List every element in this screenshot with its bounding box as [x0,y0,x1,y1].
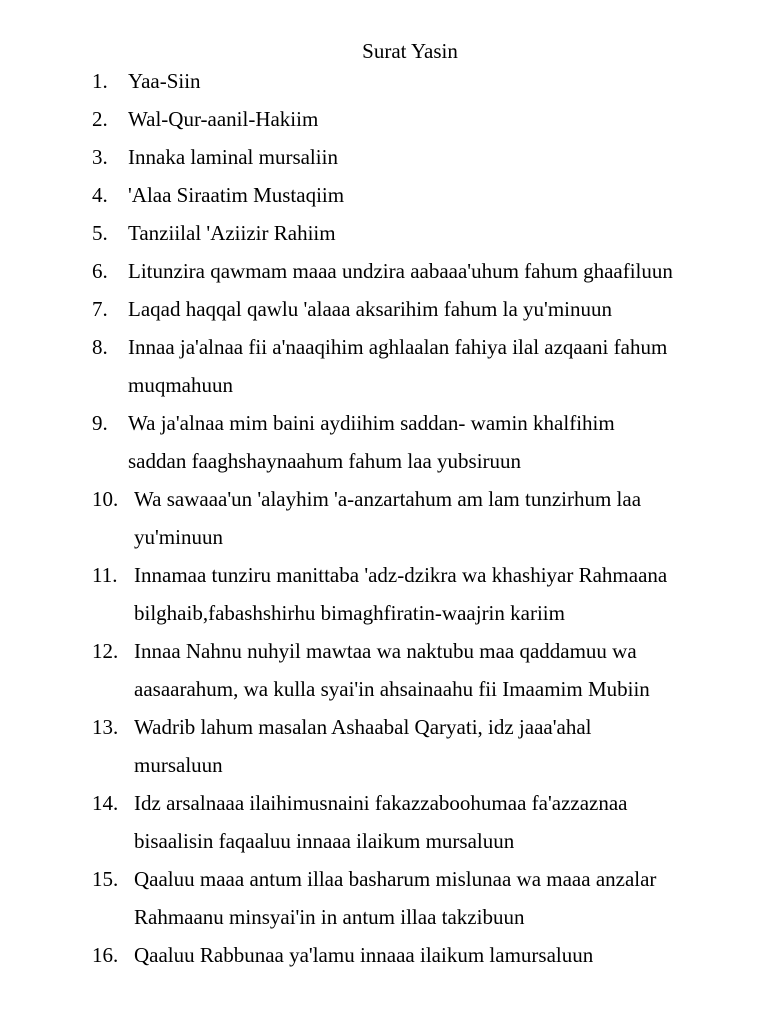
verse-number: 3. [92,145,108,169]
verse-number: 1. [92,69,108,93]
page-title: Surat Yasin [362,39,458,63]
verse-item [92,708,752,784]
verse-line: Tanziilal 'Aziizir Rahiim [128,221,336,245]
verse-line: muqmahuun [128,373,233,397]
verse-text [128,404,752,480]
verse-text [134,480,752,556]
verse-item [92,404,752,480]
verse-line: yu'minuun [134,525,223,549]
verse-number: 4. [92,183,108,207]
verse-item [92,784,752,860]
verse-line: Laqad haqqal qawlu 'alaaa aksarihim fahum la yu'minuun [128,297,612,321]
verse-line: Innamaa tunziru manittaba 'adz-dzikra wa khashiyar Rahmaana [134,563,668,587]
verse-number: 12. [92,639,119,663]
verse-number: 15. [92,867,119,891]
verse-line: Innaa ja'alnaa fii a'naaqihim aghlaalan fahiya ilal azqaani fahum [128,335,668,359]
verse-line: mursaluun [134,753,223,777]
verse-text [128,252,752,290]
verse-item [92,252,752,290]
verse-line: bilghaib,fabashshirhu bimaghfiratin-waajrin kariim [134,601,565,625]
verse-number: 2. [92,107,108,131]
verse-line: bisaalisin faqaaluu innaaa ilaikum mursaluun [134,829,515,853]
verse-line: Rahmaanu minsyai'in in antum illaa takzibuun [134,905,525,929]
verse-item [92,936,752,974]
verse-text [134,784,752,860]
verse-text [128,138,752,176]
verse-text [128,176,752,214]
verse-item [92,138,752,176]
verse-text [134,556,752,632]
verse-item [92,100,752,138]
verse-text [128,328,752,404]
verse-number: 11. [92,563,118,587]
verse-item [92,480,752,556]
verse-line: Litunzira qawmam maaa undzira aabaaa'uhum fahum ghaafiluun [128,259,673,283]
verse-item [92,176,752,214]
verse-line: 'Alaa Siraatim Mustaqiim [128,183,345,207]
verse-number: 5. [92,221,108,245]
verse-line: Qaaluu maaa antum illaa basharum mislunaa wa maaa anzalar [134,867,657,891]
verse-line: Yaa-Siin [128,69,201,93]
verse-number: 10. [92,487,119,511]
verse-item [92,328,752,404]
verse-number: 16. [92,943,119,967]
verse-text [134,708,752,784]
verse-line: Innaa Nahnu nuhyil mawtaa wa naktubu maa qaddamuu wa [134,639,637,663]
verse-number: 7. [92,297,108,321]
verse-number: 13. [92,715,119,739]
verse-line: aasaarahum, wa kulla syai'in ahsainaahu fii Imaamim Mubiin [134,677,650,701]
verse-list [92,62,752,974]
verse-line: Wadrib lahum masalan Ashaabal Qaryati, idz jaaa'ahal [134,715,592,739]
verse-number: 14. [92,791,119,815]
verse-item [92,62,752,100]
verse-line: Wal-Qur-aanil-Hakiim [128,107,319,131]
verse-line: Wa ja'alnaa mim baini aydiihim saddan- wamin khalfihim [128,411,615,435]
verse-item [92,214,752,252]
verse-text [128,100,752,138]
verse-item [92,860,752,936]
verse-text [128,214,752,252]
verse-line: Innaka laminal mursaliin [128,145,338,169]
verse-item [92,290,752,328]
verse-text [134,936,752,974]
verse-line: saddan faaghshaynaahum fahum laa yubsiruun [128,449,522,473]
verse-text [134,632,752,708]
verse-number: 8. [92,335,108,359]
verse-text [128,290,752,328]
verse-text [128,62,752,100]
verse-item [92,556,752,632]
verse-line: Wa sawaaa'un 'alayhim 'a-anzartahum am lam tunzirhum laa [134,487,642,511]
verse-item [92,632,752,708]
verse-text [134,860,752,936]
verse-line: Idz arsalnaaa ilaihimusnaini fakazzaboohumaa fa'azzaznaa [134,791,628,815]
verse-number: 9. [92,411,108,435]
verse-number: 6. [92,259,108,283]
verse-line: Qaaluu Rabbunaa ya'lamu innaaa ilaikum lamursaluun [134,943,594,967]
